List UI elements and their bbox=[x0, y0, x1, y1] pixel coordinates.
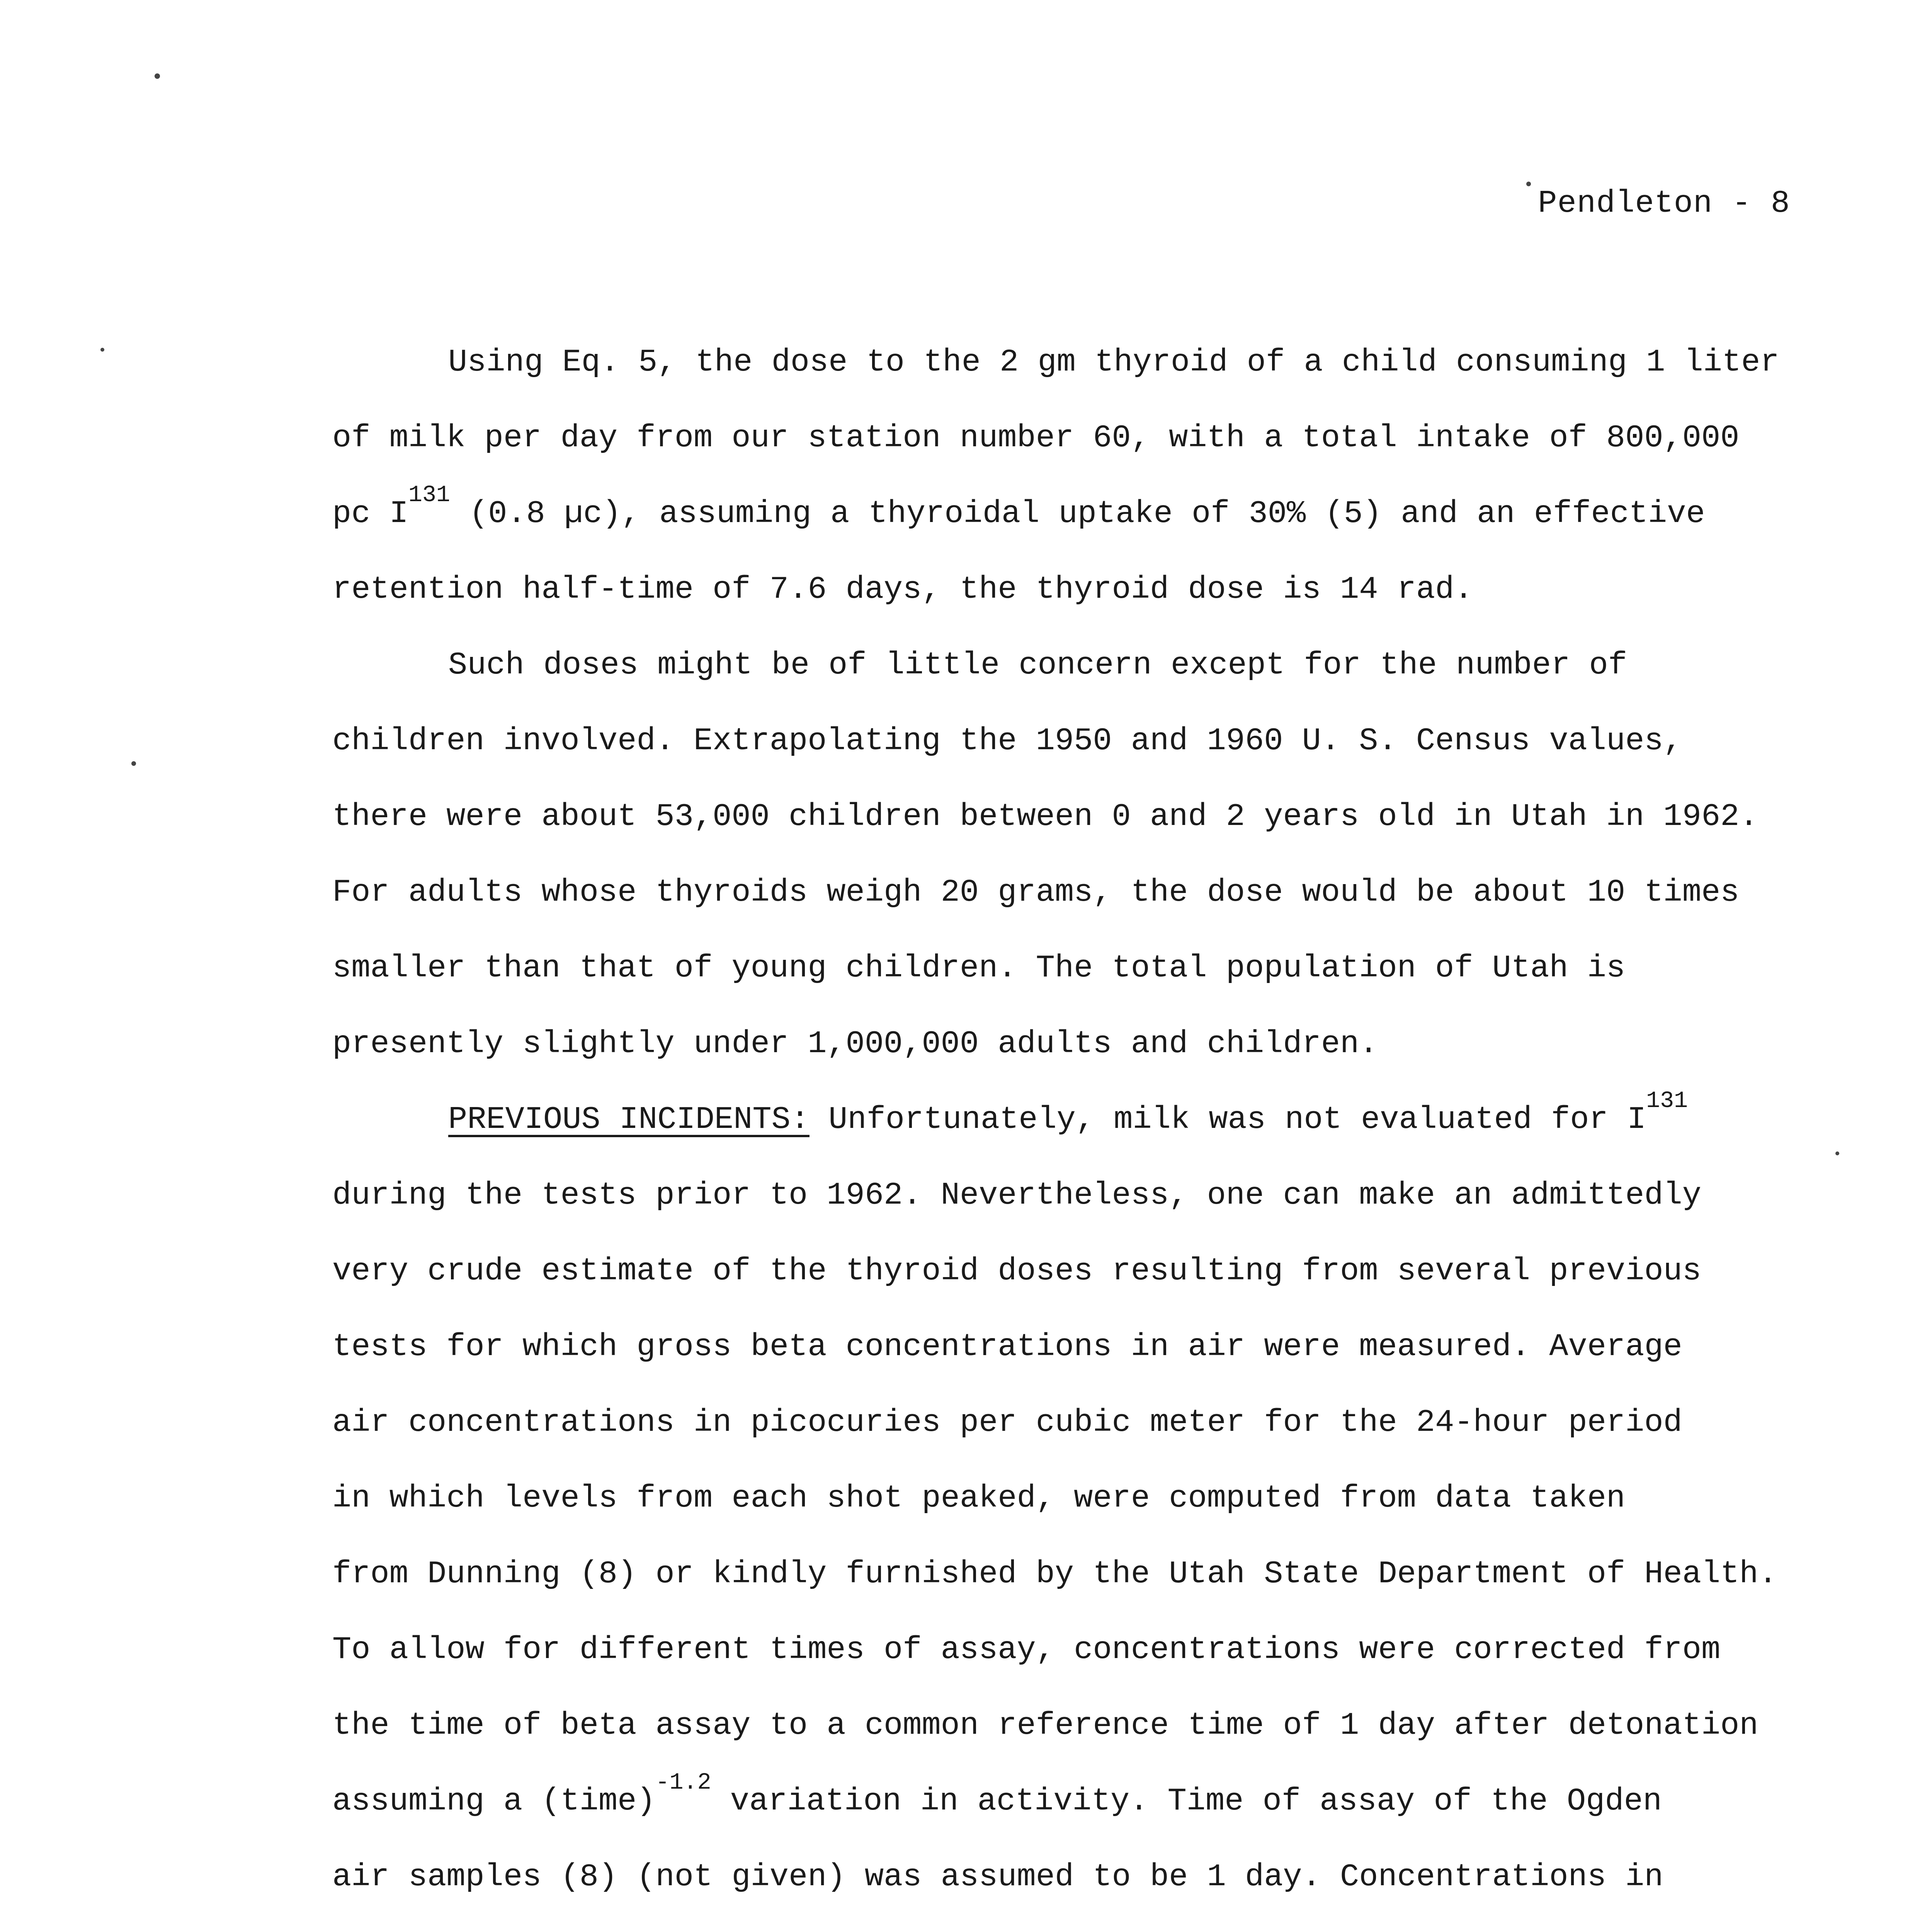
text-line: in which levels from each shot peaked, were computed from data taken bbox=[332, 1480, 1626, 1516]
text-line: To allow for different times of assay, concentrations were corrected from bbox=[332, 1632, 1721, 1668]
text-line: very crude estimate of the thyroid doses resulting from several previous bbox=[332, 1253, 1701, 1289]
superscript: -1.2 bbox=[655, 1770, 711, 1796]
text-line: tests for which gross beta concentrations in air were measured. Average bbox=[332, 1329, 1682, 1365]
scan-speck bbox=[100, 348, 104, 352]
text-line: air concentrations in picocuries per cubic meter for the 24-hour period bbox=[332, 1405, 1682, 1440]
text-line: of milk per day from our station number 60, with a total intake of 800,000 bbox=[332, 420, 1740, 456]
text-line: smaller than that of young children. The total population of Utah is bbox=[332, 950, 1626, 986]
scan-speck bbox=[131, 761, 136, 766]
text-line: children involved. Extrapolating the 1950 and 1960 U. S. Census values, bbox=[332, 723, 1682, 759]
section-heading: PREVIOUS INCIDENTS: bbox=[448, 1102, 810, 1138]
scan-speck bbox=[155, 73, 160, 79]
text-line: there were about 53,000 children between 0 and 2 years old in Utah in 1962. bbox=[332, 799, 1759, 835]
running-header: Pendleton - 8 bbox=[1538, 185, 1790, 221]
superscript: 131 bbox=[408, 482, 450, 509]
scan-speck bbox=[1835, 1151, 1839, 1155]
text-line: air samples (8) (not given) was assumed to be 1 day. Concentrations in bbox=[332, 1859, 1663, 1895]
text-line: retention half-time of 7.6 days, the thyroid dose is 14 rad. bbox=[332, 571, 1473, 607]
text-line: Such doses might be of little concern except for the number of bbox=[448, 647, 1627, 683]
superscript: 131 bbox=[1646, 1088, 1688, 1114]
text-line: from Dunning (8) or kindly furnished by the Utah State Department of Health. bbox=[332, 1556, 1777, 1592]
text-line: assuming a (time)$^{-1.2}$ variation in activity. Time of assay of the Ogden bbox=[332, 1770, 1662, 1819]
text-line: the time of beta assay to a common reference time of 1 day after detonation bbox=[332, 1708, 1759, 1743]
text-line: For adults whose thyroids weigh 20 grams, the dose would be about 10 times bbox=[332, 874, 1740, 910]
text-line: Using Eq. 5, the dose to the 2 gm thyroid of a child consuming 1 liter bbox=[448, 344, 1779, 380]
text-line: during the tests prior to 1962. Nevertheless, one can make an admittedly bbox=[332, 1177, 1701, 1213]
text-line: pc $I^{131}$ (0.8 µc), assuming a thyroidal uptake of 30% (5) and an effective bbox=[332, 482, 1705, 532]
body-text bbox=[332, 325, 1824, 1932]
text-line: presently slightly under 1,000,000 adults and children. bbox=[332, 1026, 1378, 1062]
text-line: PREVIOUS INCIDENTS: Unfortunately, milk was not evaluated for $I^{131}$ bbox=[448, 1088, 1688, 1138]
text-line bbox=[332, 1915, 1824, 1932]
scan-speck bbox=[1526, 182, 1531, 186]
